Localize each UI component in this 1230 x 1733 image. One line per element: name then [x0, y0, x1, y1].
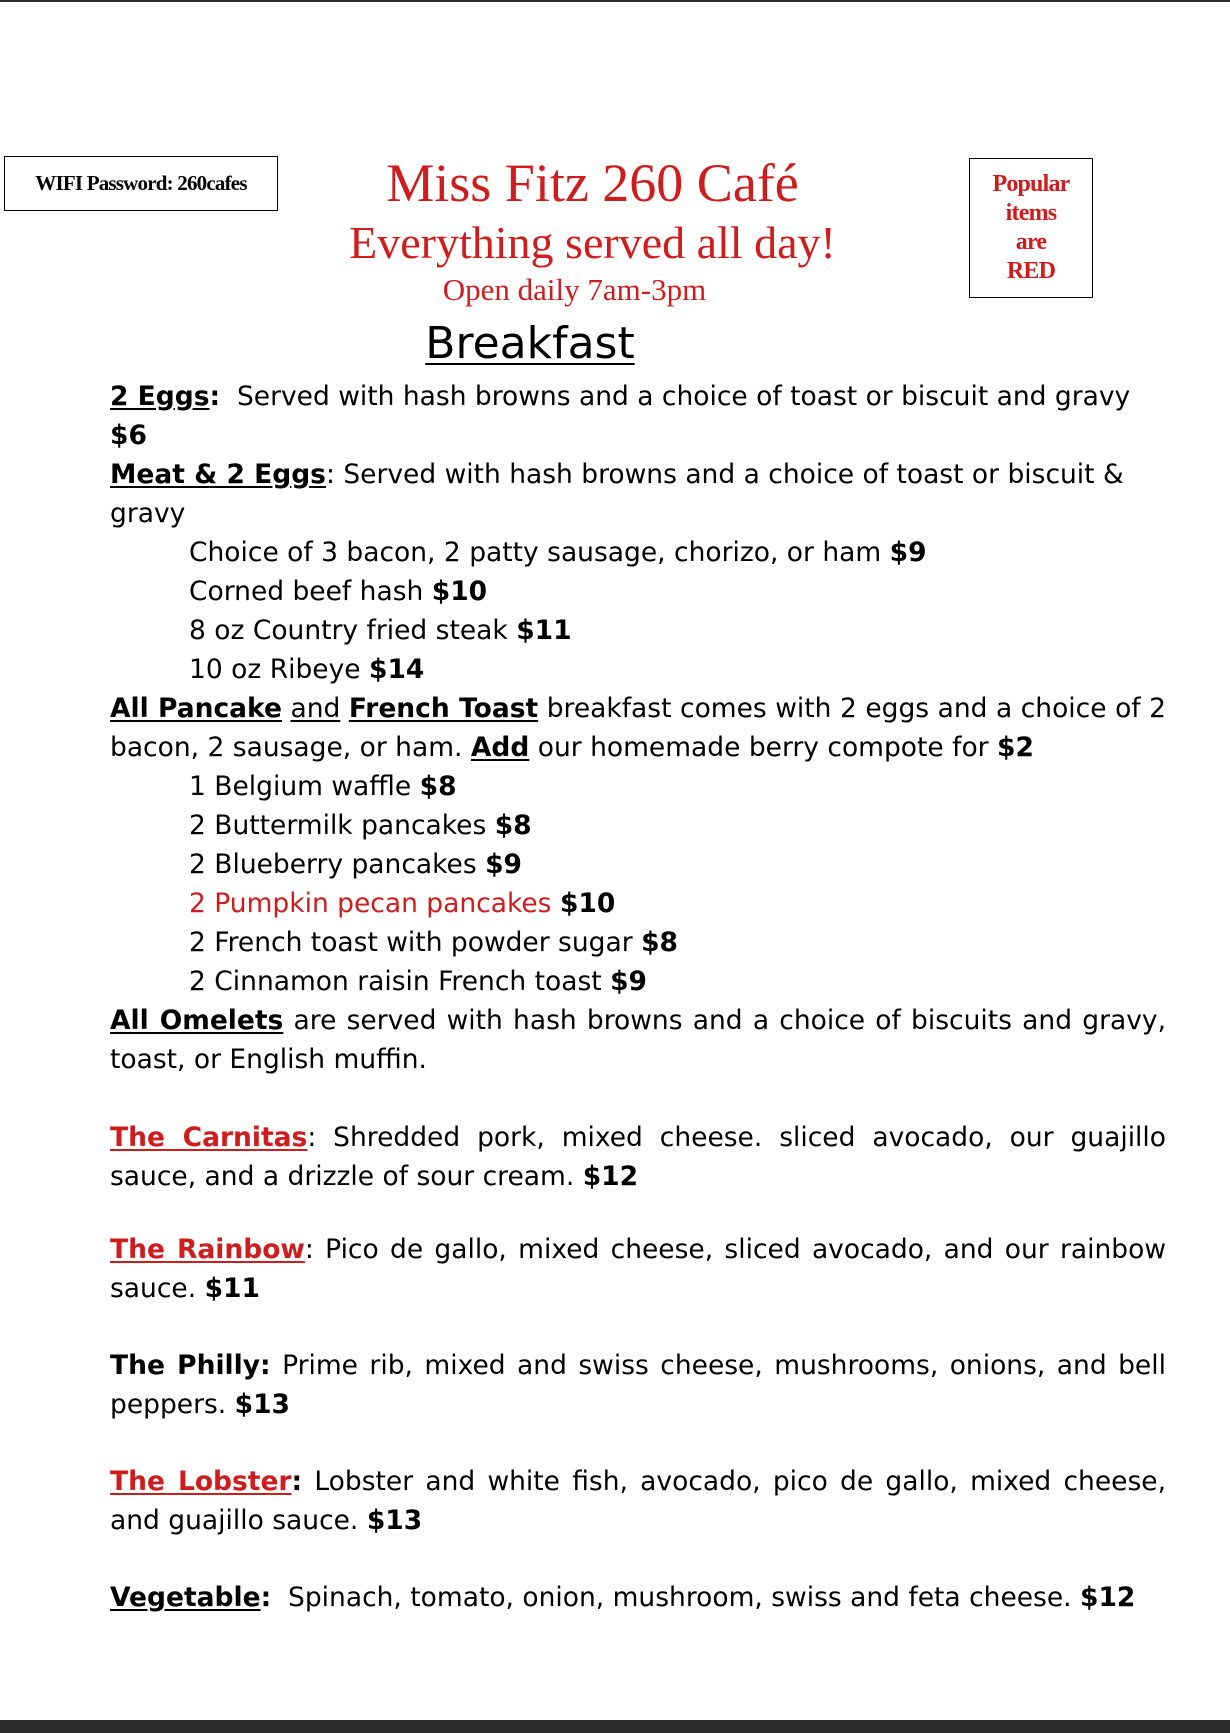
add-label: Add [470, 732, 530, 763]
item-text: 1 Belgium waffle [189, 771, 412, 802]
omelets-description: are served with hash browns and a choice of biscuits and gravy, toast, or English muffin. [110, 1005, 1166, 1075]
spacer [110, 1424, 1166, 1462]
list-item [189, 845, 1166, 884]
bottom-edge-bar [0, 1720, 1230, 1733]
item-separator: : [325, 459, 335, 490]
list-item [189, 962, 1166, 1001]
pancake-list [110, 767, 1166, 1001]
option-text: 8 oz Country fried steak [189, 615, 508, 646]
spacer [110, 1196, 1166, 1230]
add-price: $2 [997, 732, 1034, 763]
omelet-price: $13 [366, 1505, 423, 1536]
item-price: $9 [485, 849, 522, 880]
item-price: $8 [494, 810, 532, 841]
omelet-price: $12 [1080, 1582, 1136, 1613]
legend-line: RED [1006, 258, 1056, 284]
pancake-heading-and: and [290, 693, 341, 724]
item-separator: : [209, 381, 221, 412]
option-text: Corned beef hash [189, 576, 424, 607]
omelet-name-popular: The Rainbow [110, 1234, 305, 1265]
item-separator: : [260, 1350, 271, 1381]
item-price: $8 [641, 927, 678, 958]
item-text: 2 Blueberry pancakes [189, 849, 477, 880]
opening-hours: Open daily 7am-3pm [442, 272, 707, 307]
omelet-carnitas [110, 1118, 1166, 1196]
spacer [110, 1308, 1166, 1346]
omelet-price: $12 [582, 1161, 639, 1192]
cafe-name: Miss Fitz 260 Café [386, 153, 799, 213]
omelet-price: $13 [234, 1389, 290, 1420]
item-price: $10 [559, 888, 616, 919]
omelet-lobster [110, 1462, 1166, 1540]
item-price: $6 [110, 420, 147, 451]
menu-item-meat-and-eggs [110, 455, 1166, 533]
pancake-heading: All Pancake [110, 693, 282, 724]
omelet-philly [110, 1346, 1166, 1424]
item-name: 2 Eggs [110, 381, 210, 412]
omelets-heading: All Omelets [110, 1005, 284, 1036]
top-edge-bar [0, 0, 1230, 2]
item-price: $9 [610, 966, 647, 997]
list-item [189, 806, 1166, 845]
list-item [189, 884, 1166, 923]
option-price: $14 [369, 654, 425, 685]
item-text: 2 Buttermilk pancakes [189, 810, 487, 841]
list-item [189, 767, 1166, 806]
french-toast-heading: French Toast [348, 693, 539, 724]
option-price: $9 [889, 537, 927, 568]
item-separator: : [304, 1234, 314, 1265]
tagline: Everything served all day! [349, 217, 836, 268]
item-name: Meat & 2 Eggs [110, 459, 326, 490]
legend-line: are [1015, 229, 1047, 255]
meat-options-list [110, 533, 1166, 689]
legend-line: Popular [992, 171, 1070, 197]
item-separator: : [260, 1582, 272, 1613]
omelet-name: Vegetable [110, 1582, 261, 1613]
omelet-description: Prime rib, mixed and swiss cheese, mushrooms, onions, and bell peppers. [110, 1350, 1166, 1420]
list-item [189, 611, 1166, 650]
omelet-name: The Philly [110, 1350, 260, 1381]
omelet-price: $11 [204, 1273, 260, 1304]
omelet-rainbow [110, 1230, 1166, 1308]
item-separator: : [291, 1466, 303, 1497]
add-description: our homemade berry compote for [537, 732, 989, 763]
list-item [189, 533, 1166, 572]
omelet-description: Shredded pork, mixed cheese. sliced avocado, our guajillo sauce, and a drizzle of sour cream. [110, 1122, 1166, 1192]
omelet-vegetable [110, 1578, 1166, 1617]
item-separator: : [307, 1122, 317, 1153]
list-item [189, 650, 1166, 689]
pancake-description: breakfast comes with 2 eggs and a choice of 2 bacon, 2 sausage, or ham. [110, 693, 1166, 763]
omelet-description: Lobster and white fish, avocado, pico de gallo, mixed cheese, and guajillo sauce. [110, 1466, 1166, 1536]
omelet-name-popular: The Carnitas [110, 1122, 308, 1153]
option-price: $10 [431, 576, 488, 607]
option-text: 10 oz Ribeye [189, 654, 361, 685]
spacer [110, 1079, 1166, 1118]
menu-content [110, 377, 1166, 1617]
menu-item-two-eggs [110, 377, 1166, 455]
item-description: Served with hash browns and a choice of toast or biscuit & gravy [110, 459, 1124, 529]
wifi-password-text: WIFI Password: 260cafes [35, 171, 247, 195]
omelet-description: Pico de gallo, mixed cheese, sliced avocado, and our rainbow sauce. [110, 1234, 1166, 1304]
item-text: 2 French toast with powder sugar [189, 927, 633, 958]
legend-line: items [1005, 200, 1057, 226]
omelet-name-popular: The Lobster [110, 1466, 292, 1497]
item-text: 2 Cinnamon raisin French toast [189, 966, 602, 997]
omelets-intro [110, 1001, 1166, 1079]
section-title-breakfast: Breakfast [425, 318, 635, 369]
omelet-description: Spinach, tomato, onion, mushroom, swiss and feta cheese. [288, 1582, 1072, 1613]
item-description: Served with hash browns and a choice of toast or biscuit and gravy [236, 381, 1131, 412]
item-price: $8 [419, 771, 457, 802]
option-text: Choice of 3 bacon, 2 patty sausage, chorizo, or ham [189, 537, 882, 568]
list-item [189, 923, 1166, 962]
list-item [189, 572, 1166, 611]
option-price: $11 [516, 615, 572, 646]
spacer [110, 1540, 1166, 1578]
popular-legend-box [969, 158, 1093, 298]
item-text-popular: 2 Pumpkin pecan pancakes [189, 888, 552, 919]
pancake-section-intro [110, 689, 1166, 767]
